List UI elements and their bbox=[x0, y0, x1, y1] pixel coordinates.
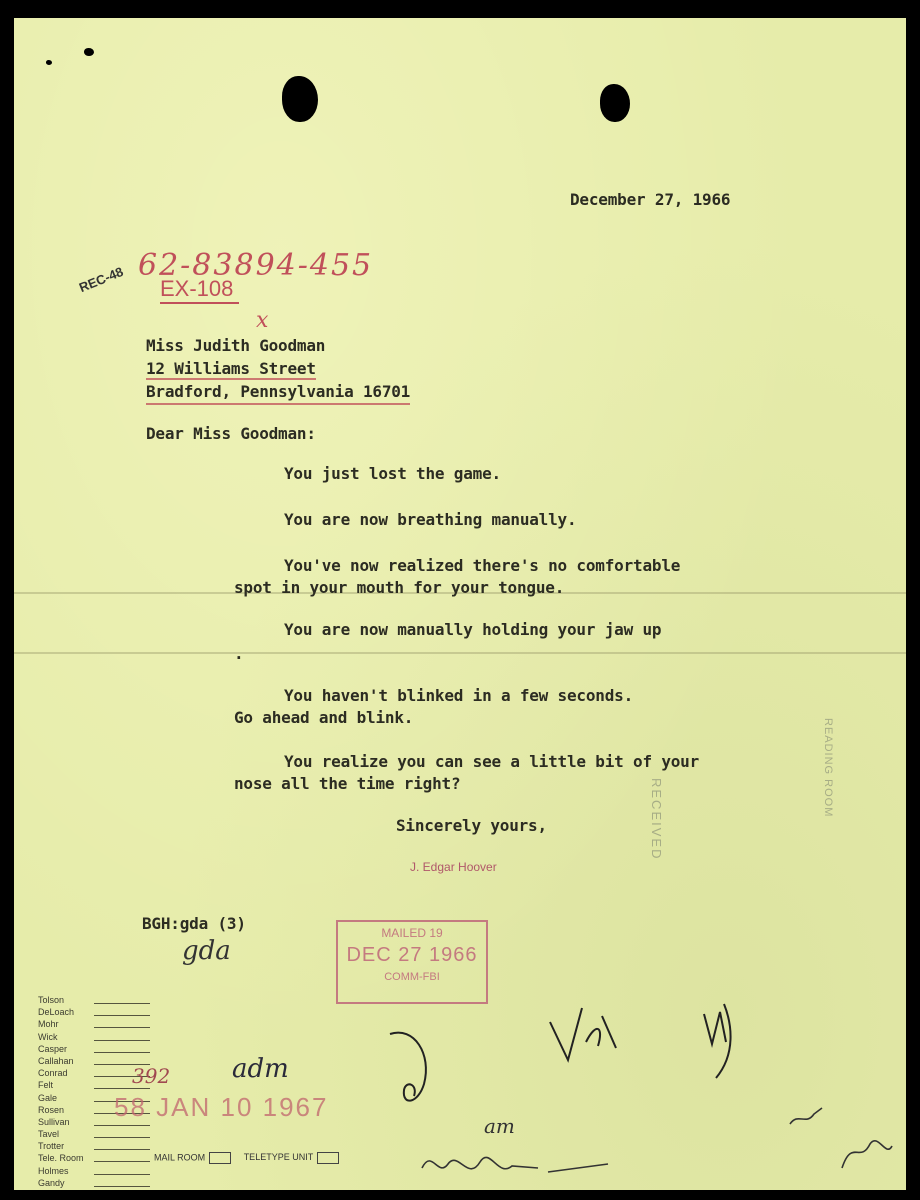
routing-name: Felt bbox=[38, 1079, 84, 1091]
paragraph-4: You are now manually holding your jaw up bbox=[284, 620, 662, 639]
paragraph-5-line-2: Go ahead and blink. bbox=[234, 708, 414, 727]
routing-list bbox=[38, 994, 84, 1189]
mail-room-label: MAIL ROOM bbox=[154, 1152, 206, 1163]
routing-name: Conrad bbox=[38, 1067, 84, 1079]
handwritten-initials bbox=[384, 1024, 454, 1114]
fold-crease bbox=[14, 652, 906, 654]
mailed-stamp-line-3: COMM-FBI bbox=[384, 971, 440, 983]
x-mark: x bbox=[256, 308, 269, 333]
routing-name: Tavel bbox=[38, 1128, 84, 1140]
footer bbox=[154, 1152, 339, 1164]
handwritten-392: 392 bbox=[132, 1064, 171, 1088]
routing-name: Mohr bbox=[38, 1018, 84, 1030]
handwritten-adm: adm bbox=[232, 1054, 289, 1084]
letter-date: December 27, 1966 bbox=[570, 190, 731, 209]
recipient-city: Bradford, Pennsylvania 16701 bbox=[146, 382, 410, 405]
routing-name: Rosen bbox=[38, 1104, 84, 1116]
mail-room-box bbox=[209, 1152, 231, 1164]
handwritten-am: am bbox=[484, 1114, 515, 1138]
handwritten-initials bbox=[696, 994, 746, 1084]
torn-spot bbox=[84, 48, 94, 56]
mailed-stamp-line-1: MAILED 19 bbox=[381, 926, 443, 940]
rec-stamp: REC-48 bbox=[76, 263, 126, 296]
teletype-unit-box bbox=[317, 1152, 339, 1164]
punch-hole-left bbox=[282, 76, 318, 122]
paragraph-4-period: . bbox=[234, 644, 244, 663]
paragraph-6-line-2: nose all the time right? bbox=[234, 774, 461, 793]
faint-stamp: READING ROOM bbox=[822, 718, 834, 818]
routing-name: Gale bbox=[38, 1092, 84, 1104]
typist-initials: BGH:gda (3) bbox=[142, 914, 246, 933]
mailed-stamp bbox=[336, 920, 488, 1004]
punch-hole-right bbox=[600, 84, 630, 122]
handwritten-mark bbox=[786, 1102, 826, 1132]
handwritten-signature-scrawl bbox=[418, 1138, 618, 1188]
handwritten-scrawl bbox=[836, 1128, 896, 1178]
recipient-name: Miss Judith Goodman bbox=[146, 336, 326, 355]
torn-spot bbox=[46, 60, 52, 65]
salutation: Dear Miss Goodman: bbox=[146, 424, 316, 443]
routing-name: Wick bbox=[38, 1031, 84, 1043]
routing-name: DeLoach bbox=[38, 1006, 84, 1018]
routing-name: Callahan bbox=[38, 1055, 84, 1067]
faint-stamp: RECEIVED bbox=[649, 778, 664, 861]
paragraph-6-line-1: You realize you can see a little bit of your bbox=[284, 752, 700, 771]
routing-name: Sullivan bbox=[38, 1116, 84, 1128]
jan-stamp: 58 JAN 10 1967 bbox=[114, 1092, 329, 1122]
file-number: 62-83894-455 bbox=[138, 248, 374, 283]
handwritten-gda: gda bbox=[182, 936, 231, 966]
signature: J. Edgar Hoover bbox=[410, 860, 497, 874]
paragraph-3-line-2: spot in your mouth for your tongue. bbox=[234, 578, 565, 597]
routing-name: Gandy bbox=[38, 1177, 84, 1189]
routing-name: Casper bbox=[38, 1043, 84, 1055]
routing-name: Tele. Room bbox=[38, 1153, 84, 1164]
routing-name: Tolson bbox=[38, 994, 84, 1006]
mailed-stamp-line-2: DEC 27 1966 bbox=[346, 944, 478, 966]
paragraph-1: You just lost the game. bbox=[284, 464, 501, 483]
closing: Sincerely yours, bbox=[396, 816, 547, 835]
routing-name: Holmes bbox=[38, 1165, 84, 1177]
teletype-unit-label: TELETYPE UNIT bbox=[243, 1152, 314, 1163]
recipient-street: 12 Williams Street bbox=[146, 359, 316, 378]
document-page bbox=[14, 18, 906, 1190]
handwritten-initials bbox=[546, 1002, 626, 1072]
paragraph-3-line-1: You've now realized there's no comfortable bbox=[284, 556, 681, 575]
paragraph-5-line-1: You haven't blinked in a few seconds. bbox=[284, 686, 634, 705]
routing-name: Trotter bbox=[38, 1140, 84, 1152]
ex-stamp: EX-108 bbox=[160, 276, 239, 304]
paragraph-2: You are now breathing manually. bbox=[284, 510, 577, 529]
